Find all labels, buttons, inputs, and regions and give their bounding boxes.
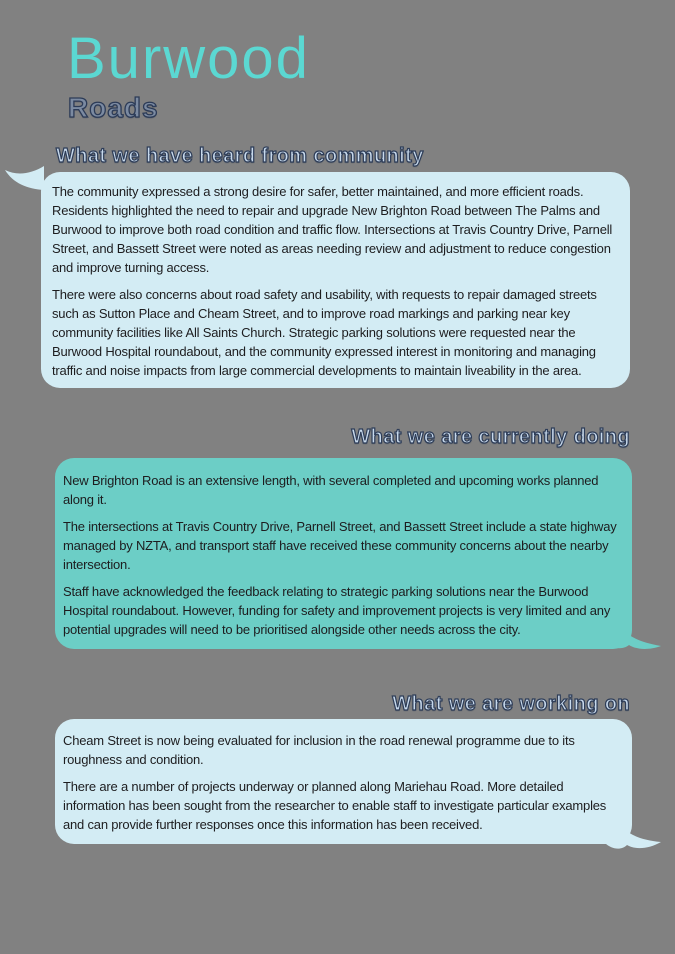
paragraph: Staff have acknowledged the feedback relating to strategic parking solutions near the Burwood Hospital roundabout. However, funding for safety and improvement projects is very limited and any potential upgrades will need to be prioritised alongside other needs across the city. <box>63 584 611 637</box>
paragraph: The intersections at Travis Country Drive, Parnell Street, and Bassett Street include a state highway managed by NZTA, and transport staff have received these community concerns about the nearby intersection. <box>63 519 617 572</box>
paragraph: There were also concerns about road safety and usability, with requests to repair damaged streets such as Sutton Place and Cheam Street, and to improve road markings and parking near key community facilities like All Saints Church. Strategic parking solutions were requested near the Burwood Hospital roundabout, and the community expressed interest in monitoring and managing traffic and noise impacts from large commercial developments to maintain liveability in the area. <box>52 287 597 378</box>
speech-bubble-working <box>55 719 632 844</box>
section-heading-working: What we are working on <box>392 693 630 715</box>
speech-bubble-heard <box>41 172 630 388</box>
paragraph: New Brighton Road is an extensive length, with several completed and upcoming works planned along it. <box>63 473 599 507</box>
paragraph: There are a number of projects underway or planned along Mariehau Road. More detailed information has been sought from the researcher to enable staff to investigate particular examples and can provide further responses once this information has been received. <box>63 779 607 832</box>
section-heading-heard: What we have heard from community <box>56 145 424 167</box>
speech-bubble-tail <box>603 817 665 853</box>
paragraph: Cheam Street is now being evaluated for inclusion in the road renewal programme due to its roughness and condition. <box>63 733 575 767</box>
speech-bubble-tail <box>601 619 663 653</box>
page-subtitle: Roads <box>68 92 159 123</box>
speech-bubble-doing <box>55 458 632 649</box>
section-heading-doing: What we are currently doing <box>351 426 630 448</box>
page-title: Burwood <box>67 26 310 91</box>
paragraph: The community expressed a strong desire for safer, better maintained, and more efficient roads. Residents highlighted the need to repair and upgrade New Brighton Road between The Palms and Burwood to improve both road condition and traffic flow. Intersections at Travis Country Drive, Parnell Street, and Bassett Street were noted as areas needing review and adjustment to reduce congestion and improve turning access. <box>52 184 613 275</box>
speech-bubble-tail <box>4 165 44 191</box>
